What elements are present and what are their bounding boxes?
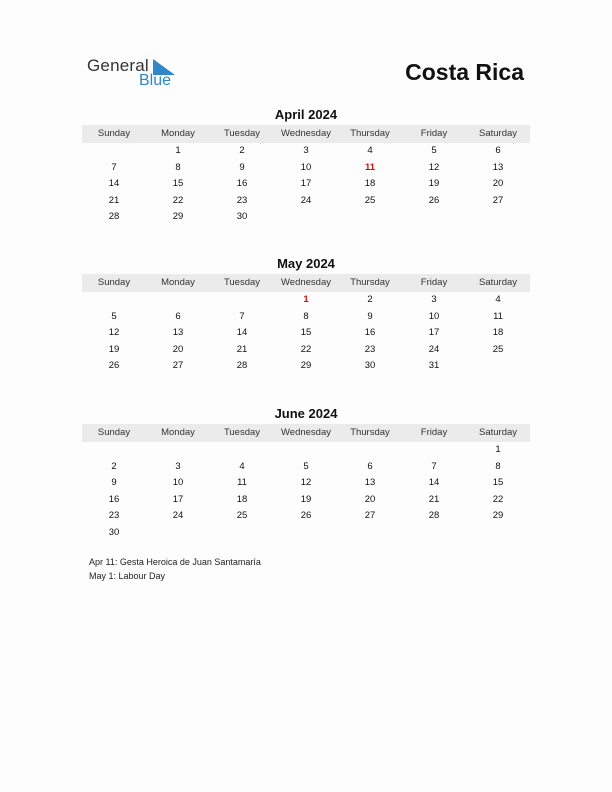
day-cell: 21 (236, 343, 248, 355)
week-row (82, 143, 530, 160)
day-cell: 17 (300, 178, 312, 190)
week-row (82, 525, 530, 542)
day-cell: 19 (428, 178, 440, 190)
logo-blue-text: Blue (139, 72, 172, 89)
day-cell: 18 (364, 178, 376, 190)
day-cell: 11 (237, 477, 247, 489)
day-cell: 18 (236, 493, 248, 505)
empty-day-cell (338, 442, 402, 459)
month-title: April 2024 (274, 107, 338, 122)
weekday-label: Monday (161, 128, 195, 139)
weekday-label: Monday (161, 427, 195, 438)
day-cell: 8 (175, 161, 181, 173)
weekday-header (82, 125, 530, 143)
day-cell: 27 (172, 360, 184, 372)
day-cell: 10 (172, 477, 184, 489)
day-cell: 3 (431, 294, 437, 305)
day-cell: 16 (108, 493, 120, 505)
day-cell: 13 (172, 327, 184, 339)
day-cell: 30 (236, 211, 248, 223)
day-cell: 8 (495, 460, 501, 472)
day-cell: 1 (495, 444, 501, 455)
empty-day-cell (274, 525, 338, 542)
day-cell: 26 (300, 510, 312, 522)
empty-day-cell (466, 358, 530, 375)
day-cell: 2 (111, 460, 117, 472)
week-row (82, 475, 530, 492)
empty-day-cell (402, 525, 466, 542)
month-may (82, 255, 530, 375)
weekday-header (82, 274, 530, 292)
holiday-note: Apr 11: Gesta Heroica de Juan Santamaría (89, 557, 261, 567)
week-row (82, 176, 530, 193)
weekday-label: Saturday (478, 277, 518, 288)
day-cell: 7 (431, 460, 437, 472)
day-cell: 23 (108, 510, 120, 522)
day-cell: 28 (428, 510, 440, 522)
week-row (82, 508, 530, 525)
day-cell: 20 (172, 343, 184, 355)
day-cell: 9 (239, 161, 245, 173)
empty-day-cell (82, 292, 146, 309)
day-cell: 17 (428, 327, 440, 339)
weekday-label: Thursday (350, 277, 390, 288)
day-cell: 24 (300, 194, 312, 206)
day-cell: 14 (236, 327, 248, 339)
day-cell: 20 (492, 178, 504, 190)
month-june (82, 405, 530, 542)
day-cell: 4 (367, 145, 373, 156)
weekday-label: Sunday (97, 277, 131, 288)
month-grid (82, 143, 530, 226)
day-cell: 12 (300, 477, 312, 489)
day-cell: 11 (493, 310, 503, 322)
day-cell: 21 (108, 194, 120, 206)
holiday-note: May 1: Labour Day (89, 571, 166, 581)
day-cell: 14 (428, 477, 440, 489)
week-row (82, 160, 530, 177)
logo-general-text: General (87, 56, 149, 75)
week-row (82, 459, 530, 476)
day-cell: 18 (492, 327, 504, 339)
day-cell: 28 (108, 211, 120, 223)
day-cell: 17 (172, 493, 184, 505)
empty-day-cell (146, 292, 210, 309)
day-cell: 12 (428, 161, 440, 173)
day-cell: 28 (236, 360, 248, 372)
month-grid (82, 442, 530, 542)
weekday-label: Sunday (97, 128, 131, 139)
month-april (82, 106, 530, 226)
holiday-notes (89, 555, 261, 583)
day-cell: 3 (175, 460, 181, 472)
country-title: Costa Rica (405, 59, 524, 85)
day-cell: 30 (364, 360, 376, 372)
week-row (82, 209, 530, 226)
day-cell: 27 (364, 510, 376, 522)
weekday-label: Wednesday (281, 427, 331, 438)
day-cell: 19 (108, 343, 120, 355)
day-cell: 2 (367, 294, 373, 305)
day-cell: 21 (428, 493, 440, 505)
day-cell: 22 (492, 493, 504, 505)
weekday-header (82, 424, 530, 442)
day-cell: 3 (303, 145, 309, 156)
day-cell: 29 (492, 510, 504, 522)
empty-day-cell (338, 525, 402, 542)
day-cell: 14 (108, 178, 120, 190)
empty-day-cell (210, 525, 274, 542)
day-cell: 27 (492, 194, 504, 206)
day-cell: 29 (300, 360, 312, 372)
day-cell: 15 (492, 477, 504, 489)
empty-day-cell (210, 292, 274, 309)
day-cell: 4 (239, 460, 245, 472)
week-row (82, 358, 530, 375)
day-cell: 25 (492, 343, 504, 355)
day-cell: 9 (111, 477, 117, 489)
day-cell: 15 (172, 178, 184, 190)
day-cell: 7 (111, 161, 117, 173)
day-cell: 8 (303, 310, 309, 322)
day-cell: 20 (364, 493, 376, 505)
day-cell: 26 (428, 194, 440, 206)
day-cell: 22 (172, 194, 184, 206)
day-cell: 6 (367, 460, 373, 472)
empty-day-cell (146, 442, 210, 459)
day-cell: 9 (367, 310, 373, 322)
weekday-label: Tuesday (223, 128, 261, 139)
empty-day-cell (466, 525, 530, 542)
month-grid (82, 292, 530, 375)
day-cell: 6 (175, 310, 181, 322)
day-cell: 30 (108, 526, 120, 538)
empty-day-cell (82, 143, 146, 160)
day-cell: 31 (428, 360, 440, 372)
day-cell: 16 (364, 327, 376, 339)
weekday-label: Tuesday (223, 277, 261, 288)
week-row (82, 442, 530, 459)
weekday-label: Sunday (97, 427, 131, 438)
day-cell: 15 (300, 327, 312, 339)
empty-day-cell (210, 442, 274, 459)
day-cell: 1 (303, 294, 309, 305)
day-cell: 23 (364, 343, 376, 355)
day-cell: 5 (111, 310, 117, 322)
day-cell: 10 (428, 310, 440, 322)
week-row (82, 492, 530, 509)
empty-day-cell (402, 209, 466, 226)
day-cell: 2 (239, 145, 245, 156)
day-cell: 19 (300, 493, 312, 505)
day-cell: 10 (300, 161, 312, 173)
weekday-label: Saturday (478, 128, 518, 139)
empty-day-cell (466, 209, 530, 226)
week-row (82, 325, 530, 342)
day-cell: 7 (239, 310, 245, 322)
weekday-label: Saturday (478, 427, 518, 438)
day-cell: 13 (492, 161, 504, 173)
day-cell: 5 (431, 145, 437, 156)
generalblue-logo (87, 56, 197, 92)
empty-day-cell (274, 209, 338, 226)
day-cell: 4 (495, 294, 501, 305)
week-row (82, 342, 530, 359)
weekday-label: Wednesday (281, 128, 331, 139)
day-cell: 1 (175, 145, 181, 156)
weekday-label: Thursday (350, 427, 390, 438)
month-title: May 2024 (277, 256, 335, 271)
day-cell: 13 (364, 477, 376, 489)
day-cell: 6 (495, 145, 501, 156)
day-cell: 16 (236, 178, 248, 190)
weekday-label: Friday (420, 277, 448, 288)
empty-day-cell (274, 442, 338, 459)
weekday-label: Monday (161, 277, 195, 288)
month-title: June 2024 (274, 406, 338, 421)
week-row (82, 193, 530, 210)
week-row (82, 292, 530, 309)
day-cell: 11 (364, 161, 376, 173)
weekday-label: Thursday (350, 128, 390, 139)
day-cell: 25 (364, 194, 376, 206)
empty-day-cell (338, 209, 402, 226)
day-cell: 23 (236, 194, 248, 206)
week-row (82, 309, 530, 326)
empty-day-cell (146, 525, 210, 542)
weekday-label: Tuesday (223, 427, 261, 438)
day-cell: 24 (172, 510, 184, 522)
day-cell: 26 (108, 360, 120, 372)
day-cell: 29 (172, 211, 184, 223)
day-cell: 25 (236, 510, 248, 522)
day-cell: 22 (300, 343, 312, 355)
weekday-label: Wednesday (281, 277, 331, 288)
weekday-label: Friday (420, 427, 448, 438)
day-cell: 12 (108, 327, 120, 339)
empty-day-cell (402, 442, 466, 459)
day-cell: 24 (428, 343, 440, 355)
empty-day-cell (82, 442, 146, 459)
weekday-label: Friday (420, 128, 448, 139)
day-cell: 5 (303, 460, 309, 472)
